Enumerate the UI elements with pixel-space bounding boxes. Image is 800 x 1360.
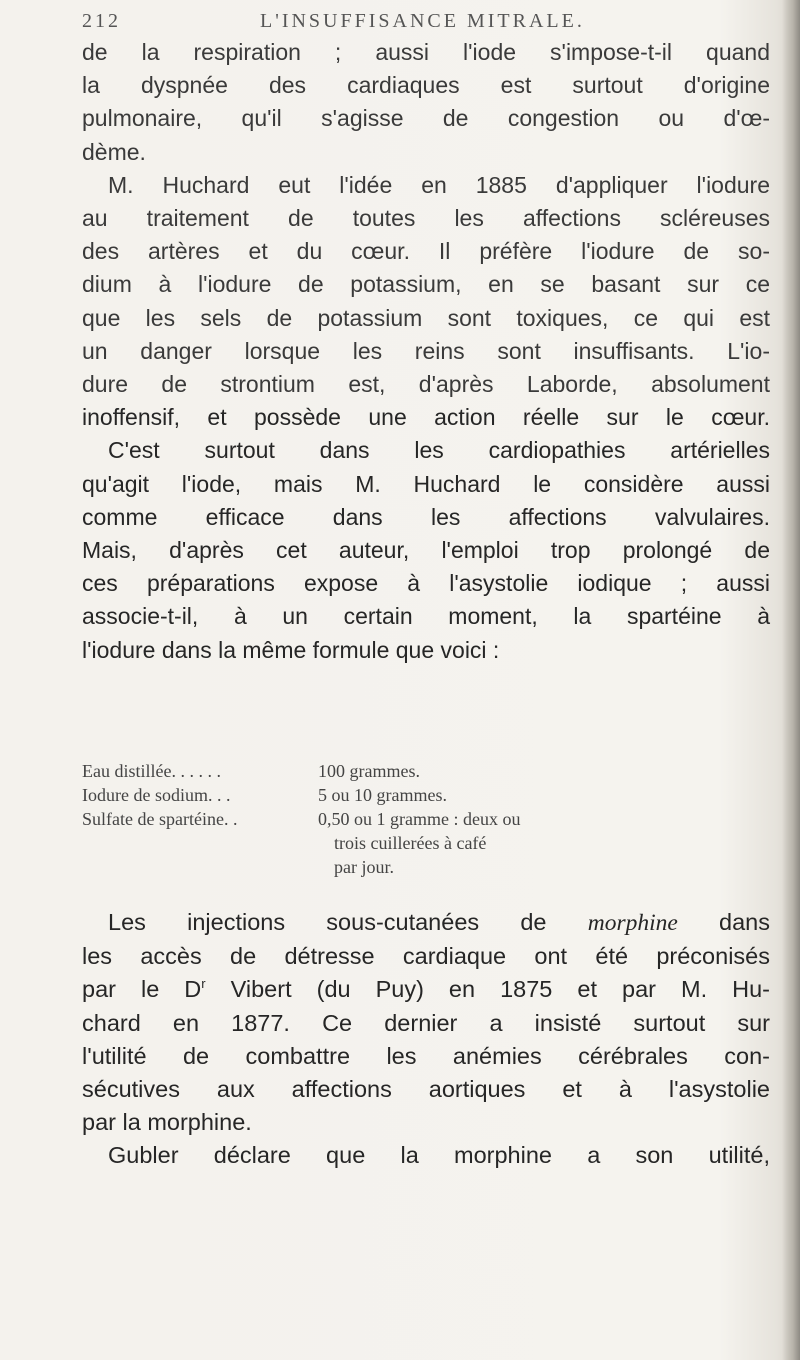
text-line: qu'agit l'iode, mais M. Huchard le considère aussi [82, 470, 770, 497]
text-line: les accès de détresse cardiaque ont été préconisés [82, 943, 770, 970]
ingredient-quantity: 5 ou 10 grammes. [318, 785, 447, 805]
text-line [82, 906, 770, 940]
text-line: comme efficace dans les affections valvulaires. [82, 503, 770, 530]
page-edge-shadow [782, 0, 800, 1360]
body-text-lower [82, 906, 770, 1173]
text-fragment: Les injections sous-cutanées de [108, 909, 588, 935]
text-line: que les sels de potassium sont toxiques, ce qui est [82, 304, 770, 331]
text-line: associe-t-il, à un certain moment, la spartéine à [82, 603, 770, 630]
text-line: M. Huchard eut l'idée en 1885 d'appliquer l'iodure [108, 171, 770, 198]
text-line: l'iodure dans la même formule que voici : [82, 636, 500, 663]
formula-row [82, 807, 762, 831]
text-line: dium à l'iodure de potassium, en se basant sur ce [82, 271, 770, 298]
text-line: chard en 1877. Ce dernier a insisté surtout sur [82, 1009, 770, 1036]
text-line [82, 973, 770, 1006]
body-text-upper [82, 36, 770, 667]
text-line: un danger lorsque les reins sont insuffisants. L'io- [82, 337, 770, 364]
formula-row [82, 759, 762, 783]
text-fragment: par le D [82, 976, 202, 1003]
formula-row [82, 783, 762, 807]
text-line: de la respiration ; aussi l'iode s'impose-t-il quand [82, 39, 770, 65]
page-number: 212 [82, 10, 121, 32]
text-line: l'utilité de combattre les anémies cérébrales con- [82, 1042, 770, 1069]
ingredient-name: Iodure de sodium. . . [82, 785, 231, 805]
text-fragment: Vibert (du Puy) en 1875 et par M. Hu- [205, 976, 770, 1003]
text-line: Gubler déclare que la morphine a son utilité, [108, 1142, 770, 1169]
ingredient-name: Sulfate de spartéine. . [82, 809, 238, 829]
text-line: sécutives aux affections aortiques et à l'asystolie [82, 1076, 770, 1103]
ingredient-quantity: 0,50 ou 1 gramme : deux ou [318, 809, 521, 829]
text-line: dure de strontium est, d'après Laborde, absolument [82, 371, 770, 398]
text-line: des artères et du cœur. Il préfère l'iodure de so- [82, 238, 770, 265]
text-line: au traitement de toutes les affections scléreuses [82, 205, 770, 232]
text-line: ces préparations expose à l'asystolie iodique ; aussi [82, 570, 770, 597]
text-line: par la morphine. [82, 1109, 252, 1136]
superscript: r [201, 976, 206, 992]
ingredient-name: Eau distillée. . . . . . [82, 761, 221, 781]
formula-row [82, 831, 762, 855]
text-line: C'est surtout dans les cardiopathies artérielles [108, 437, 770, 464]
running-title: L'INSUFFISANCE MITRALE. [260, 10, 585, 32]
dosage-continuation: trois cuillerées à café [334, 833, 487, 853]
text-fragment: dans [677, 909, 770, 935]
ingredient-quantity: 100 grammes. [318, 761, 420, 781]
emphasized-word: morphine [587, 910, 678, 936]
text-line: la dyspnée des cardiaques est surtout d'origine [82, 72, 770, 99]
text-line: inoffensif, et possède une action réelle sur le cœur. [82, 404, 770, 431]
dosage-continuation: par jour. [334, 857, 394, 877]
formula-row [82, 855, 762, 879]
text-line: dème. [82, 138, 146, 165]
text-line: pulmonaire, qu'il s'agisse de congestion ou d'œ- [82, 105, 770, 132]
prescription-formula [82, 759, 762, 879]
text-line: Mais, d'après cet auteur, l'emploi trop prolongé de [82, 537, 770, 564]
